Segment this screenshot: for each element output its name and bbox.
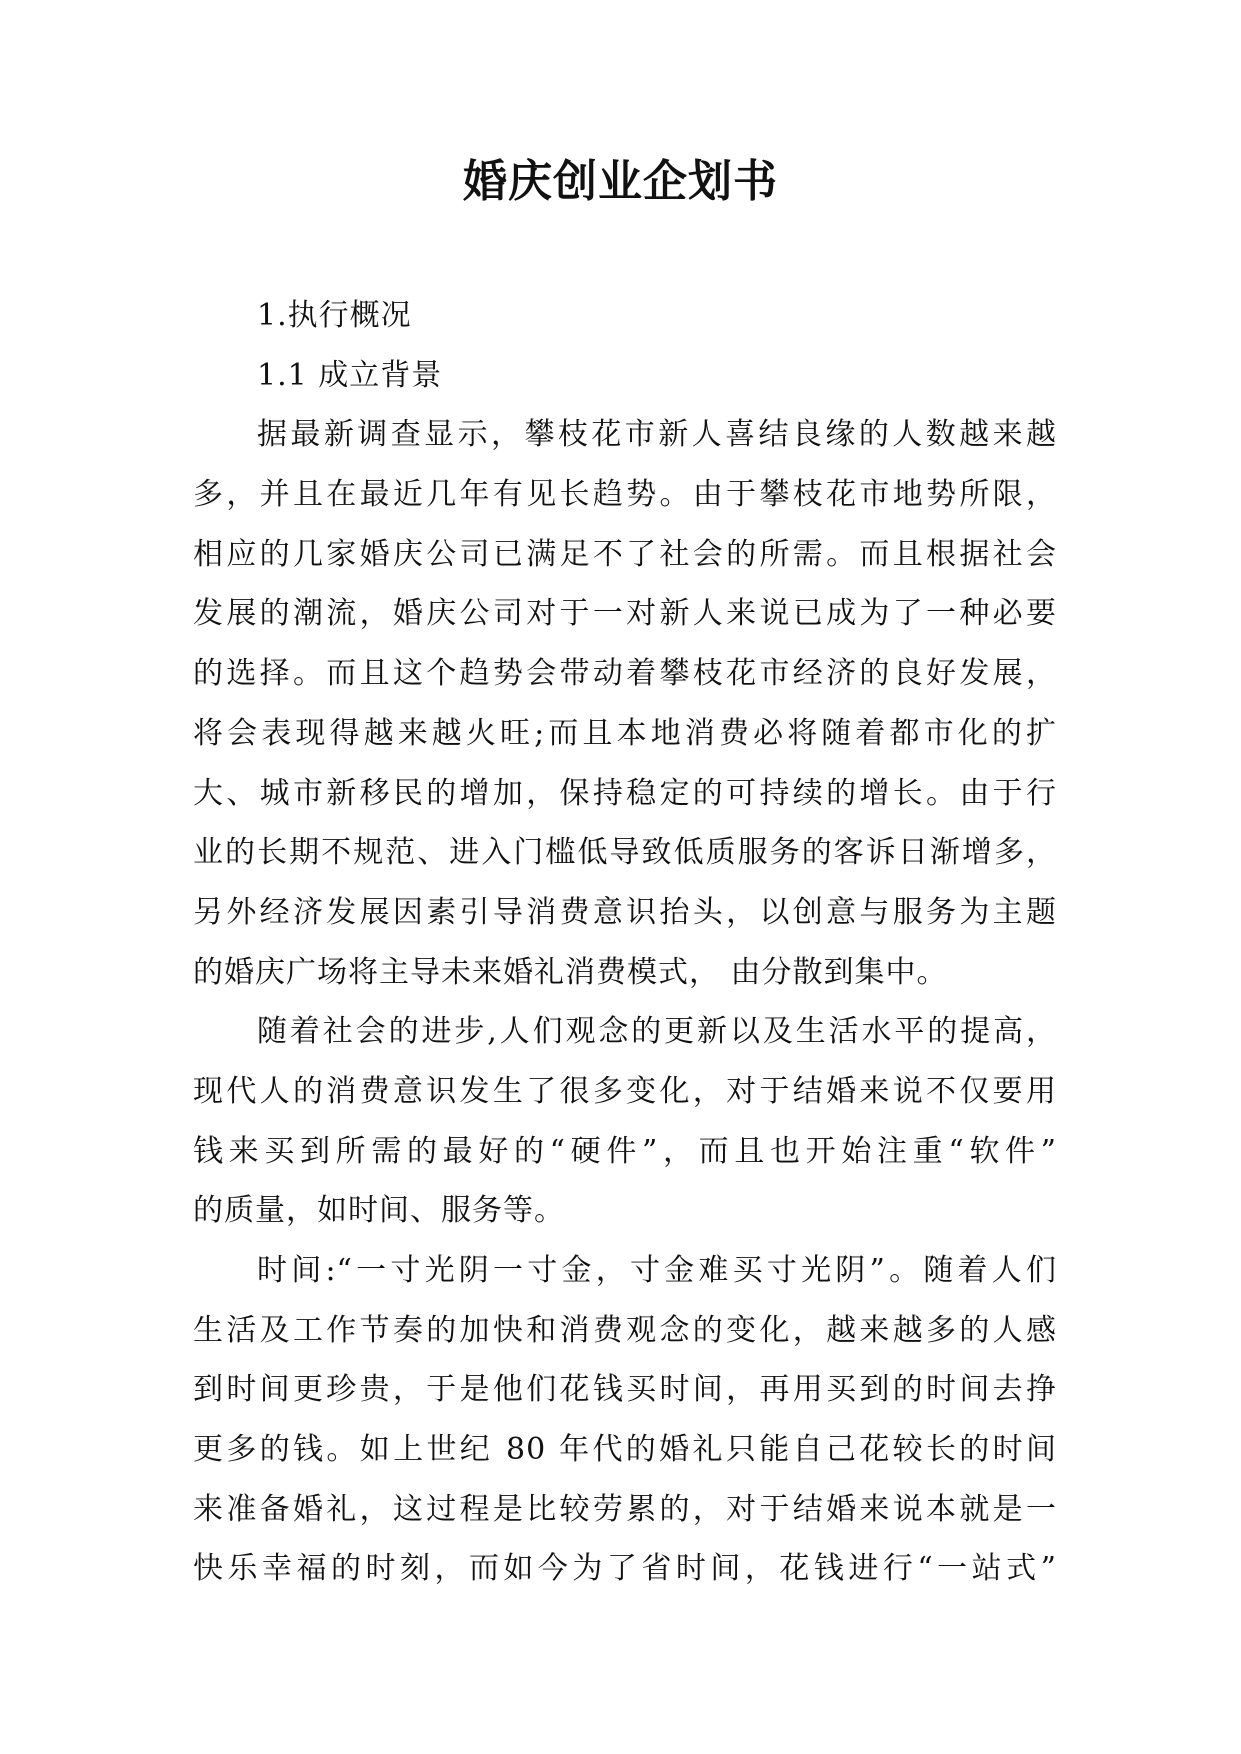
body-text-line: 更多的钱。如上世纪 80 年代的婚礼只能自己花较长的时间 (193, 1432, 1057, 1468)
body-text-line: 大、城市新移民的增加，保持稳定的可持续的增长。由于行 (193, 775, 1057, 811)
body-text-line: 的婚庆广场将主导未来婚礼消费模式， 由分散到集中。 (193, 954, 948, 990)
body-text-line: 另外经济发展因素引导消费意识抬头，以创意与服务为主题 (193, 894, 1057, 930)
body-text-line: 将会表现得越来越火旺;而且本地消费必将随着都市化的扩 (193, 715, 1057, 751)
body-text-line: 来准备婚礼，这过程是比较劳累的，对于结婚来说本就是一 (193, 1491, 1057, 1527)
body-text-line: 据最新调查显示，攀枝花市新人喜结良缘的人数越来越 (257, 417, 1057, 453)
body-text-line: 的质量，如时间、服务等。 (193, 1193, 565, 1229)
document-body (193, 286, 1057, 1599)
body-text-line: 相应的几家婚庆公司已满足不了社会的所需。而且根据社会 (193, 536, 1057, 572)
body-text-line: 生活及工作节奏的加快和消费观念的变化，越来越多的人感 (193, 1312, 1057, 1348)
body-text-line: 多，并且在最近几年有见长趋势。由于攀枝花市地势所限， (193, 477, 1057, 513)
body-text-line: 随着社会的进步,人们观念的更新以及生活水平的提高， (257, 1014, 1057, 1050)
body-text-line: 发展的潮流，婚庆公司对于一对新人来说已成为了一种必要 (193, 596, 1057, 632)
body-text-line: 快乐幸福的时刻，而如今为了省时间，花钱进行“一站式” (193, 1551, 1057, 1587)
body-text-line: 现代人的消费意识发生了很多变化，对于结婚来说不仅要用 (193, 1073, 1057, 1109)
body-text-line: 到时间更珍贵，于是他们花钱买时间，再用买到的时间去挣 (193, 1372, 1057, 1408)
body-text-line: 钱来买到所需的最好的“硬件”，而且也开始注重“软件” (193, 1133, 1057, 1169)
document-title: 婚庆创业企划书 (463, 156, 778, 207)
body-text-line: 1.执行概况 (257, 298, 412, 333)
body-text-line: 1.1 成立背景 (257, 357, 443, 393)
body-text-line: 时间:“一寸光阴一寸金，寸金难买寸光阴”。随着人们 (257, 1253, 1057, 1288)
body-text-line: 的选择。而且这个趋势会带动着攀枝花市经济的良好发展， (193, 656, 1057, 692)
body-text-line: 业的长期不规范、进入门槛低导致低质服务的客诉日渐增多， (193, 835, 1057, 871)
